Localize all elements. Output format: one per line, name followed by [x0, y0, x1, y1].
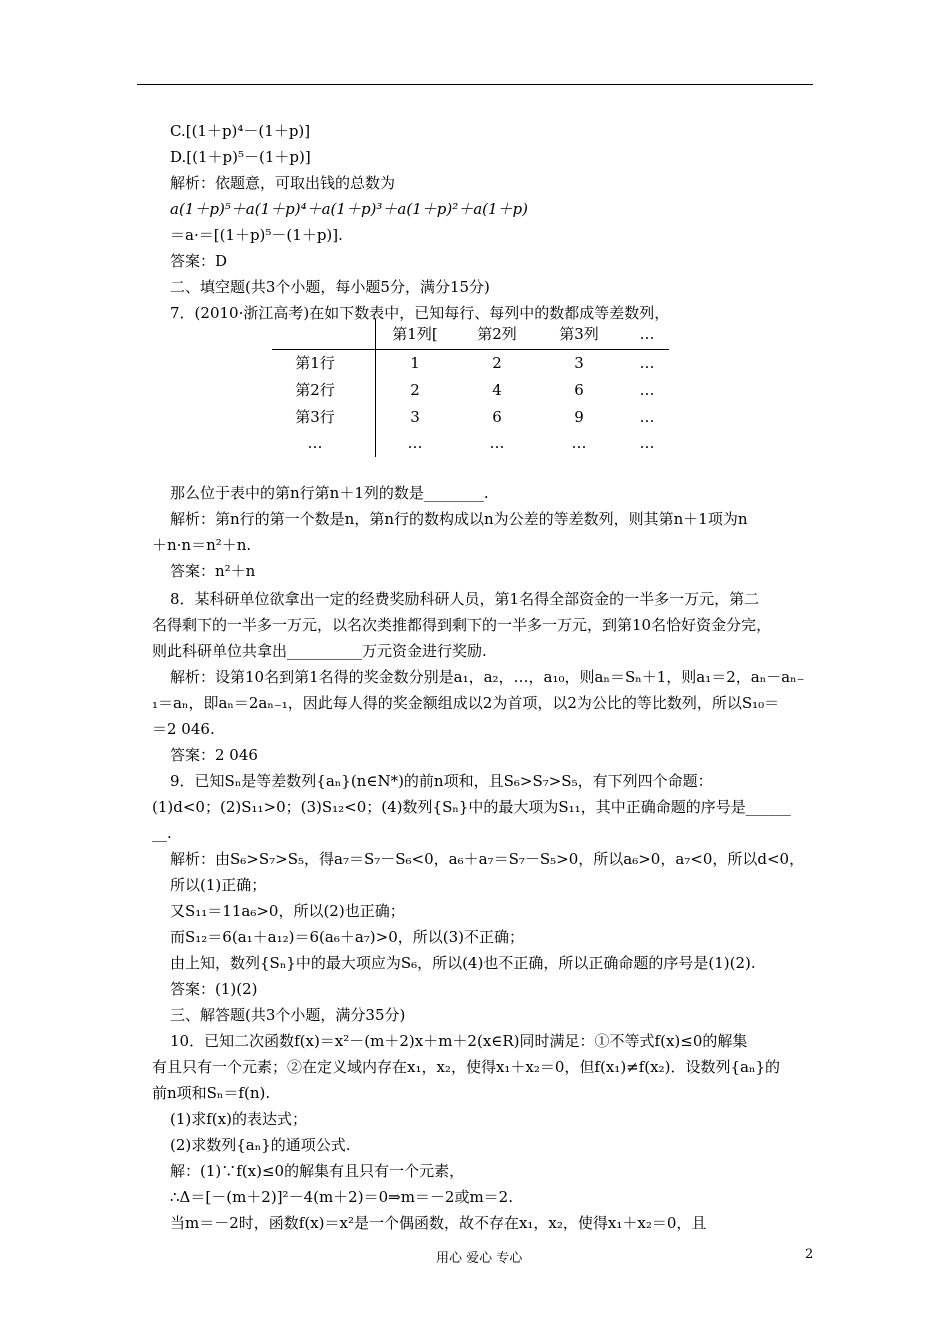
- table-cell: 4: [492, 381, 502, 399]
- table-cell: 3: [410, 408, 420, 426]
- table-header: …: [639, 325, 655, 343]
- analysis-formula: a(1＋p)⁵＋a(1＋p)⁴＋a(1＋p)³＋a(1＋p)²＋a(1＋p): [170, 200, 529, 218]
- analysis-line: ₁＝aₙ，即aₙ＝2aₙ₋₁，因此每人得的奖金额组成以2为首项，以2为公比的等比数列，所以S₁₀＝: [152, 694, 780, 712]
- answer-line: 答案：2 046: [170, 746, 258, 764]
- table-header: 第2列: [477, 325, 517, 343]
- solution-line: 当m＝－2时，函数f(x)＝x²是一个偶函数，故不存在x₁，x₂，使得x₁＋x₂＝0，且: [170, 1214, 707, 1232]
- analysis-line: 由上知，数列{Sₙ}中的最大项应为S₆，所以(4)也不正确，所以正确命题的序号是(1)(2).: [170, 954, 756, 972]
- section-heading: 二、填空题(共3个小题，每小题5分，满分15分): [170, 278, 490, 296]
- analysis-line: ＋n·n＝n²＋n.: [152, 536, 252, 554]
- table-cell: 2: [410, 381, 420, 399]
- solution-line: ∴Δ＝[－(m＋2)]²－4(m＋2)＝0⇒m＝－2或m＝2.: [170, 1188, 513, 1206]
- analysis-line: 解析：由S₆>S₇>S₅，得a₇＝S₇－S₆<0，a₆＋a₇＝S₇－S₅>0，所以a₆>0，a₇<0，所以d<0，: [170, 850, 805, 868]
- page-number: 2: [805, 1247, 814, 1262]
- table-cell: …: [407, 434, 423, 452]
- table-row-label: 第2行: [295, 381, 335, 399]
- table-cell: 1: [410, 354, 420, 372]
- question-8: 名得剩下的一半多一万元，以名次类推都得到剩下的一半多一万元，到第10名恰好资金分完，: [152, 616, 772, 634]
- analysis-formula: ＝a·＝[(1＋p)⁵－(1＋p)].: [170, 226, 343, 244]
- question-9: 9．已知Sₙ是等差数列{aₙ}(n∈N*)的前n项和，且S₆>S₇>S₅，有下列四个命题：: [170, 772, 713, 790]
- analysis-line: 而S₁₂＝6(a₁＋a₁₂)＝6(a₆＋a₇)>0，所以(3)不正确；: [170, 928, 524, 946]
- question-7: 7．(2010·浙江高考)在如下数表中，已知每行、每列中的数都成等差数列，: [170, 304, 670, 322]
- table-cell: …: [639, 354, 655, 372]
- question-10: 有且只有一个元素；②在定义域内存在x₁，x₂，使得x₁＋x₂＝0，但f(x₁)≠f(x₂)．设数列{aₙ}的: [152, 1058, 780, 1076]
- analysis-line: ＝2 046.: [152, 720, 215, 738]
- question-9: (1)d<0；(2)S₁₁>0；(3)S₁₂<0；(4)数列{Sₙ}中的最大项为S₁₁，其中正确命题的序号是______: [152, 798, 791, 816]
- table-cell: 3: [574, 354, 584, 372]
- analysis-line: 又S₁₁＝11a₆>0，所以(2)也正确；: [170, 902, 405, 920]
- table-cell: 2: [492, 354, 502, 372]
- header-rule: [137, 84, 813, 85]
- question-10-part: (1)求f(x)的表达式；: [170, 1110, 307, 1128]
- table-cell: 6: [492, 408, 502, 426]
- analysis-line: 所以(1)正确；: [170, 876, 267, 894]
- question-9: __.: [152, 824, 172, 842]
- table-vertical-rule: [375, 319, 376, 457]
- answer-line: 答案：(1)(2): [170, 980, 258, 998]
- table-header: 第3列: [559, 325, 599, 343]
- table-cell: 9: [574, 408, 584, 426]
- table-cell: …: [639, 381, 655, 399]
- question-8: 8．某科研单位欲拿出一定的经费奖励科研人员，第1名得全部资金的一半多一万元，第二: [170, 590, 760, 608]
- analysis-line: 解析：设第10名到第1名得的奖金数分别是a₁，a₂，…，a₁₀，则aₙ＝Sₙ＋1，则a₁＝2，aₙ－aₙ₋: [170, 668, 805, 686]
- question-10-part: (2)求数列{aₙ}的通项公式.: [170, 1136, 351, 1154]
- table-cell: …: [639, 408, 655, 426]
- table-row-label: 第3行: [295, 408, 335, 426]
- table-cell: …: [489, 434, 505, 452]
- question-10: 10．已知二次函数f(x)＝x²－(m＋2)x＋m＋2(x∈R)同时满足：①不等式f(x)≤0的解集: [170, 1032, 748, 1050]
- table-cell: …: [571, 434, 587, 452]
- answer-line: 答案：n²＋n: [170, 562, 256, 580]
- table-cell: 6: [574, 381, 584, 399]
- solution-line: 解：(1)∵f(x)≤0的解集有且只有一个元素，: [170, 1162, 465, 1180]
- table-row-label: …: [307, 434, 323, 452]
- option-d: D.[(1＋p)⁵－(1＋p)]: [170, 148, 311, 166]
- option-c: C.[(1＋p)⁴－(1＋p)]: [170, 122, 311, 140]
- table-row-label: 第1行: [295, 354, 335, 372]
- number-table: [270, 319, 670, 459]
- question-10: 前n项和Sₙ＝f(n).: [152, 1084, 271, 1102]
- table-header: 第1列[: [392, 325, 438, 343]
- table-cell: …: [639, 434, 655, 452]
- table-horizontal-rule: [272, 349, 669, 350]
- section-heading: 三、解答题(共3个小题，满分35分): [170, 1006, 406, 1024]
- analysis-line: 解析：依题意，可取出钱的总数为: [170, 174, 396, 192]
- question-8: 则此科研单位共拿出__________万元资金进行奖励.: [152, 642, 487, 660]
- analysis-line: 解析：第n行的第一个数是n，第n行的数构成以n为公差的等差数列，则其第n＋1项为n: [170, 510, 748, 528]
- answer-line: 答案：D: [170, 252, 228, 270]
- footer-motto: 用心 爱心 专心: [436, 1251, 523, 1266]
- question-7-blank: 那么位于表中的第n行第n＋1列的数是________.: [170, 484, 489, 502]
